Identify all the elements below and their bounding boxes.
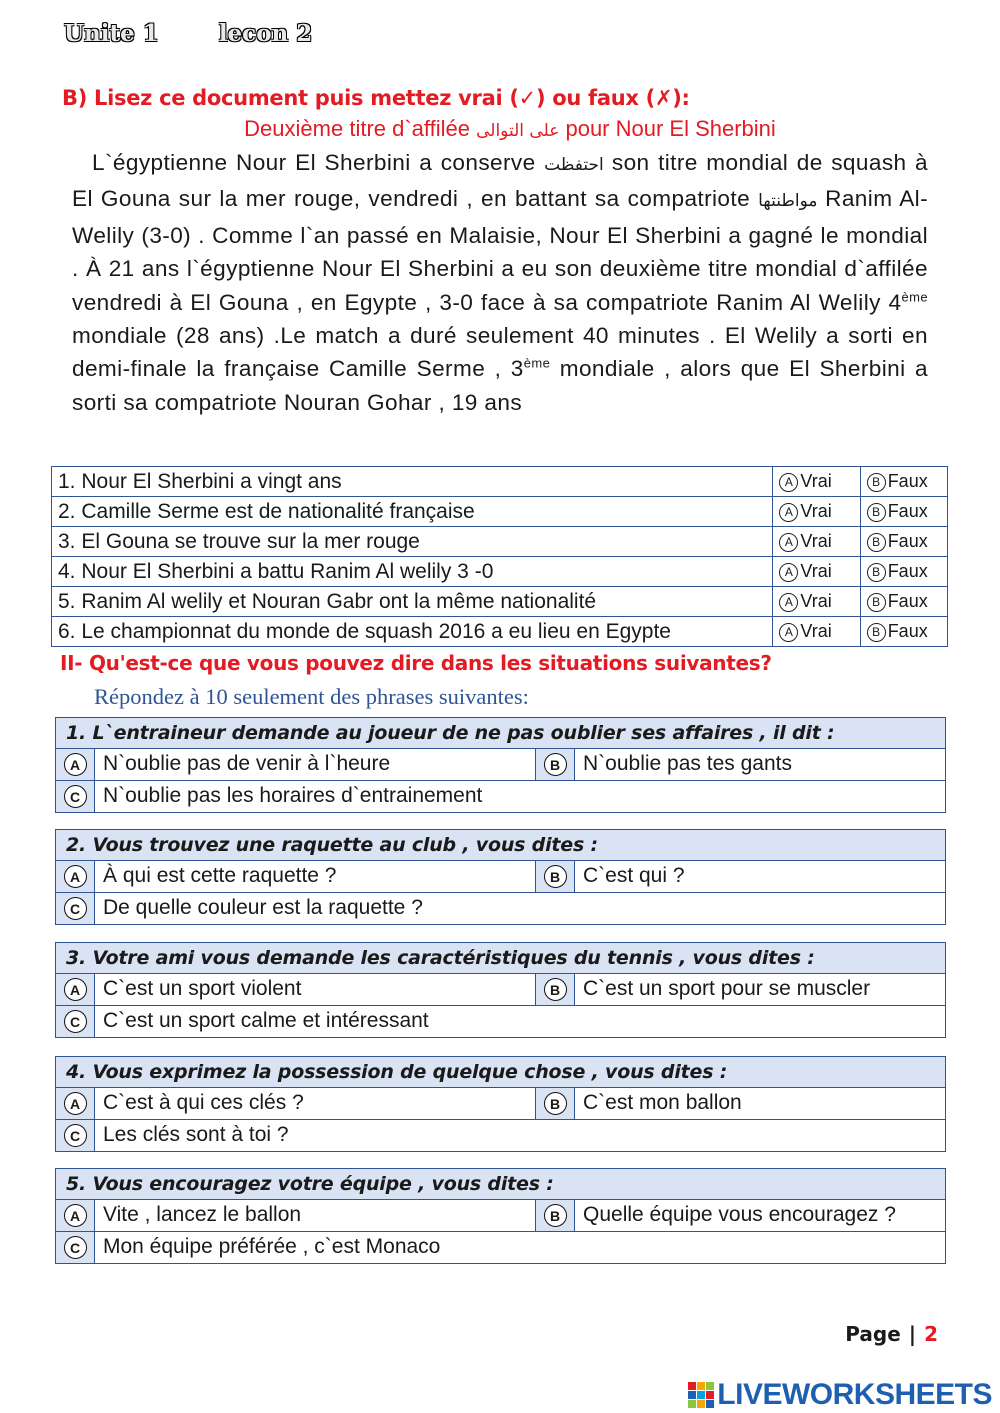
letter-b-icon: B	[544, 753, 567, 776]
page-number: 2	[924, 1322, 938, 1346]
answer-a: Vite , lancez le ballon	[103, 1203, 302, 1226]
question-box	[55, 1168, 946, 1264]
option-b-button[interactable]	[535, 1200, 575, 1231]
tf-row	[52, 527, 948, 557]
answer-row	[56, 1232, 945, 1263]
letter-b-icon: B	[544, 1092, 567, 1115]
answer-b: C`est qui ?	[583, 864, 685, 887]
tf-row	[52, 617, 948, 647]
arabic-gloss: على التوالى	[476, 121, 560, 141]
question-box	[55, 942, 946, 1038]
circle-a-icon: A	[779, 503, 798, 522]
option-c-button[interactable]	[56, 781, 95, 812]
question-box	[55, 829, 946, 925]
circle-b-icon: B	[867, 563, 886, 582]
answer-row	[56, 861, 945, 893]
option-a-button[interactable]	[56, 974, 95, 1005]
section-ii-subtitle: Répondez à 10 seulement des phrases suivantes:	[94, 684, 529, 709]
vrai-option[interactable]: A Vrai	[773, 497, 860, 527]
option-a-button[interactable]	[56, 861, 95, 892]
letter-a-icon: A	[64, 753, 87, 776]
option-c-button[interactable]	[56, 1232, 95, 1263]
liveworksheets-logo: LIVEWORKSHEETS	[688, 1378, 992, 1412]
answer-row	[56, 974, 945, 1006]
tf-statement: 6. Le championnat du monde de squash 2016 a eu lieu en Egypte	[52, 617, 773, 647]
question-text: 1. L`entraineur demande au joueur de ne pas oublier ses affaires , il dit :	[56, 718, 945, 749]
tf-statement: 2. Camille Serme est de nationalité française	[52, 497, 773, 527]
letter-c-icon: C	[64, 785, 87, 808]
answer-b: N`oublie pas tes gants	[583, 752, 792, 775]
answer-row	[56, 1200, 945, 1232]
tf-statement: 3. El Gouna se trouve sur la mer rouge	[52, 527, 773, 557]
vrai-option[interactable]: A Vrai	[773, 617, 860, 647]
option-a-button[interactable]	[56, 1200, 95, 1231]
arabic-gloss: احتفظت	[544, 155, 604, 175]
circle-a-icon: A	[779, 473, 798, 492]
circle-b-icon: B	[867, 623, 886, 642]
circle-b-icon: B	[867, 473, 886, 492]
option-b-button[interactable]	[535, 749, 575, 780]
answer-a: À qui est cette raquette ?	[103, 864, 337, 887]
circle-a-icon: A	[779, 533, 798, 552]
faux-option[interactable]: B Faux	[860, 557, 947, 587]
vrai-option[interactable]: A Vrai	[773, 527, 860, 557]
option-c-button[interactable]	[56, 1120, 95, 1151]
circle-a-icon: A	[779, 593, 798, 612]
reading-passage: L`égyptienne Nour El Sherbini a conserve احتفظت son titre mondial de squash à El Gouna sur la mer rouge, vendredi , en battant sa compatriote مواطنتها Ranim Al-Welily (3-0) . Comme l`an passé en Malaisie, Nour El Sherbini a gagné le mondial . À 21 ans l`égyptienne Nour El Sherbini a eu son deuxième titre mondial d`affilée vendredi à El Gouna , en Egypte , 3-0 face à sa compatriote Ranim Al Welily 4ème mondiale (28 ans) .Le match a duré seulement 40 minutes . El Welily a sorti en demi-finale la française Camille Serme , 3ème mondiale , alors que El Sherbini a sorti sa compatriote Nouran Gohar , 19 ans	[72, 150, 929, 415]
tf-row	[52, 557, 948, 587]
letter-a-icon: A	[64, 1204, 87, 1227]
answer-c: Mon équipe préférée , c`est Monaco	[103, 1235, 441, 1258]
answer-b: C`est un sport pour se muscler	[583, 977, 871, 1000]
vrai-option[interactable]: A Vrai	[773, 587, 860, 617]
tf-statement: 1. Nour El Sherbini a vingt ans	[52, 467, 773, 497]
faux-option[interactable]: B Faux	[860, 497, 947, 527]
question-text: 4. Vous exprimez la possession de quelque chose , vous dites :	[56, 1057, 945, 1088]
letter-b-icon: B	[544, 1204, 567, 1227]
answer-row	[56, 893, 945, 924]
document-title: Deuxième titre d`affilée على التوالى pour Nour El Sherbini	[244, 116, 776, 141]
faux-option[interactable]: B Faux	[860, 617, 947, 647]
option-c-button[interactable]	[56, 893, 95, 924]
arabic-gloss: مواطنتها	[758, 191, 818, 212]
question-text: 5. Vous encouragez votre équipe , vous dites :	[56, 1169, 945, 1200]
page-header	[64, 20, 364, 47]
tf-statement: 5. Ranim Al welily et Nouran Gabr ont la même nationalité	[52, 587, 773, 617]
faux-option[interactable]: B Faux	[860, 587, 947, 617]
faux-option[interactable]: B Faux	[860, 527, 947, 557]
letter-b-icon: B	[544, 865, 567, 888]
letter-c-icon: C	[64, 1236, 87, 1259]
option-a-button[interactable]	[56, 1088, 95, 1119]
circle-a-icon: A	[779, 623, 798, 642]
answer-row	[56, 1088, 945, 1120]
tf-row	[52, 497, 948, 527]
option-b-button[interactable]	[535, 861, 575, 892]
question-box	[55, 1056, 946, 1152]
letter-a-icon: A	[64, 978, 87, 1001]
answer-c: N`oublie pas les horaires d`entrainement	[103, 784, 483, 807]
letter-c-icon: C	[64, 1124, 87, 1147]
letter-a-icon: A	[64, 865, 87, 888]
letter-c-icon: C	[64, 1010, 87, 1033]
answer-row	[56, 1006, 945, 1037]
tf-row	[52, 587, 948, 617]
logo-icon	[688, 1382, 714, 1408]
answer-b: C`est mon ballon	[583, 1091, 742, 1114]
circle-b-icon: B	[867, 533, 886, 552]
faux-option[interactable]: B Faux	[860, 467, 947, 497]
circle-b-icon: B	[867, 593, 886, 612]
vrai-option[interactable]: A Vrai	[773, 557, 860, 587]
option-a-button[interactable]	[56, 749, 95, 780]
question-box	[55, 717, 946, 813]
option-b-button[interactable]	[535, 974, 575, 1005]
answer-c: De quelle couleur est la raquette ?	[103, 896, 423, 919]
answer-row	[56, 749, 945, 781]
option-c-button[interactable]	[56, 1006, 95, 1037]
letter-a-icon: A	[64, 1092, 87, 1115]
vrai-option[interactable]: A Vrai	[773, 467, 860, 497]
tf-statement: 4. Nour El Sherbini a battu Ranim Al welily 3 -0	[52, 557, 773, 587]
answer-a: C`est un sport violent	[103, 977, 302, 1000]
true-false-table	[51, 466, 948, 647]
tf-row	[52, 467, 948, 497]
section-ii-title: II- Qu'est-ce que vous pouvez dire dans les situations suivantes?	[60, 651, 772, 675]
lesson-label: lecon 2	[218, 20, 313, 47]
circle-a-icon: A	[779, 563, 798, 582]
answer-row	[56, 781, 945, 812]
answer-c: Les clés sont à toi ?	[103, 1123, 289, 1146]
question-text: 2. Vous trouvez une raquette au club , vous dites :	[56, 830, 945, 861]
letter-c-icon: C	[64, 897, 87, 920]
answer-row	[56, 1120, 945, 1151]
answer-a: C`est à qui ces clés ?	[103, 1091, 304, 1114]
answer-b: Quelle équipe vous encouragez ?	[583, 1203, 896, 1226]
option-b-button[interactable]	[535, 1088, 575, 1119]
section-b-instruction: B) Lisez ce document puis mettez vrai (✓) ou faux (✗):	[62, 86, 690, 110]
answer-a: N`oublie pas de venir à l`heure	[103, 752, 391, 775]
page-footer: Page | 2	[845, 1322, 938, 1346]
answer-c: C`est un sport calme et intéressant	[103, 1009, 429, 1032]
question-text: 3. Votre ami vous demande les caractéristiques du tennis , vous dites :	[56, 943, 945, 974]
letter-b-icon: B	[544, 978, 567, 1001]
unit-label: Unite 1	[64, 20, 159, 47]
circle-b-icon: B	[867, 503, 886, 522]
